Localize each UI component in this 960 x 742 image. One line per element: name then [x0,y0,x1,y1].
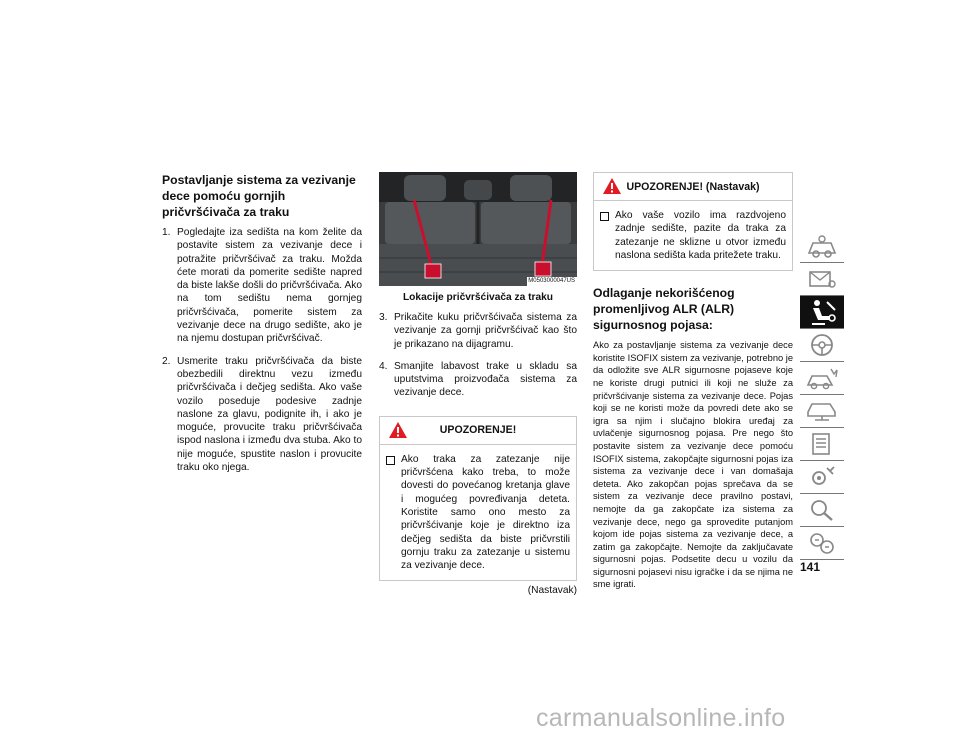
bullet-square-icon [600,212,609,221]
warning-body [380,445,576,581]
warning-header [594,173,792,201]
step-number: 2. [162,355,171,367]
tab-car-crash[interactable] [800,362,844,395]
tab-seated-passenger[interactable] [800,296,844,329]
image-code: M0503000047US [528,278,575,284]
maintenance-checklist-icon [805,431,839,457]
warning-triangle-icon [388,421,408,439]
step-text: Prikačite kuku pričvršćivača sistema za vezivanje za gornji pričvršćivač kao što je prikazano na dijagramu. [394,312,577,350]
language-index-icon [805,530,839,556]
step-text: Usmerite traku pričvršćivača da biste obezbedili direktnu vezu između pričvršćivača i dečjeg sedišta. Ako vaše vozilo poseduje podesive zadnje naslone za glavu, podignite ih, i ako je moguće, provucite traku pričvršćivača ispod naslona i između dva stuba. Ako to nije moguće, spustite naslon i provucite traku oko njega. [177,355,362,474]
car-crash-icon [805,365,839,391]
tab-magnifier[interactable] [800,494,844,527]
figure-caption: Lokacije pričvršćivača za traku [402,292,554,303]
middle-column [379,172,577,596]
car-dashboard-icon [805,233,839,259]
warning-box [379,416,577,582]
warning-triangle-icon [602,177,622,195]
continued-label: (Nastavak) [527,585,577,597]
step-number: 4. [379,360,388,372]
watermark: carmanualsonline.info [536,704,786,732]
bullet-square-icon [386,456,395,465]
step-text: Smanjite labavost trake u skladu sa uputstvima proizvođača sistema za vezivanje dece. [394,360,577,399]
tab-steering-wheel[interactable] [800,329,844,362]
step-3 [379,311,577,351]
steering-wheel-icon [805,332,839,358]
seated-passenger-seatbelt-icon [805,298,839,326]
step-number: 1. [162,227,171,238]
section-heading-alr: Odlaganje nekorišćenog promenljivog ALR (ALR) sigurnosnog pojasa: [593,286,735,333]
warning-header [380,417,576,445]
tab-envelope-key[interactable] [800,263,844,296]
warning-text: Ako traka za zatezanje nije pričvršćena kako treba, to može dovesti do povećanog kretanja glave i mogućeg povređivanja deteta. Koristite samo ono mesto za pričvršćivanje koje je direktno iza dečjeg sedišta da biste pričvrstili gornju traku za zatezanje u sistemu za vezivanje dece. [401,453,570,572]
tab-language-index[interactable] [800,527,844,560]
envelope-key-icon [805,266,839,292]
step-number: 3. [379,312,388,323]
car-jack-icon [805,398,839,424]
alr-body-text: Ako za postavljanje sistema za vezivanje dece koristite ISOFIX sistem za vezivanje, potrebno je da odložite sve ALR sigurnosne pojaseve koje ne koriste drugi putnici ili koji ne služe za pričvršćivanje sistema za vezivanje dece. Pojas koji se ne koristi može da povredi dete ako se igra sa njim i slučajno blokira uređaj za uvlačenje sigurnosnog pojasa. Pre nego što postavite sistem za vezivanje dece pomoću ISOFIX sistema, zakopčajte sigurnosni pojas iza sistema za vezivanje dece i van domašaja deteta. Ako zakopčan pojas sprečava da se sistem za vezivanje dece pravilno postavi, nemojte da ga zakopčate iza sistema za vezivanje dece, nego ga sprovedite putanjom kojom ide pojas sistema za vezivanje dece, a zatim ga zakopčajte. Nemojte da zaključavate sigurnosni pojas. Podsetite decu u vozilu da sigurnosni pojasevi nisu igračke i da se njima ne sme igrati. [593,340,793,590]
page-number: 141 [799,560,820,574]
left-column [162,172,362,483]
warning-box-continued [593,172,793,271]
right-column [593,172,793,591]
tab-car-jack[interactable] [800,395,844,428]
rear-seat-illustration [379,172,577,286]
tab-maintenance-checklist[interactable] [800,428,844,461]
tether-anchor-photo [379,172,577,286]
warning-body [594,201,792,270]
warning-text: Ako vaše vozilo ima razdvojeno zadnje sedište, pazite da traka za zatezanje ne sklizne u otvor između naslona sedišta kada pritežete traku. [615,210,786,261]
warning-title: UPOZORENJE! (Nastavak) [626,180,760,193]
section-heading-top-tether: Postavljanje sistema za vezivanje dece pomoću gornjih pričvršćivača za traku [162,173,356,219]
warning-title: UPOZORENJE! [439,424,517,437]
step-1 [162,226,362,346]
tools-gear-icon [805,464,839,490]
step-text: Pogledajte iza sedišta na kom želite da postavite sistem za vezivanje dece i potražite pričvršćivač za traku. Možda ćete morati da pomerite sedište napred da biste lakše došli do pričvršćivača. Ako na tom sedištu nema gornjeg pričvršćivača, pomerite sistem za vezivanje dece na drugo sedište, ako je na njemu dostupan pričvršćivač. [177,227,362,345]
step-2 [162,355,362,475]
step-4 [379,360,577,400]
magnifier-icon [805,497,839,523]
tab-car-dashboard[interactable] [800,230,844,263]
tab-tools-gear[interactable] [800,461,844,494]
chapter-tabs [800,230,844,560]
